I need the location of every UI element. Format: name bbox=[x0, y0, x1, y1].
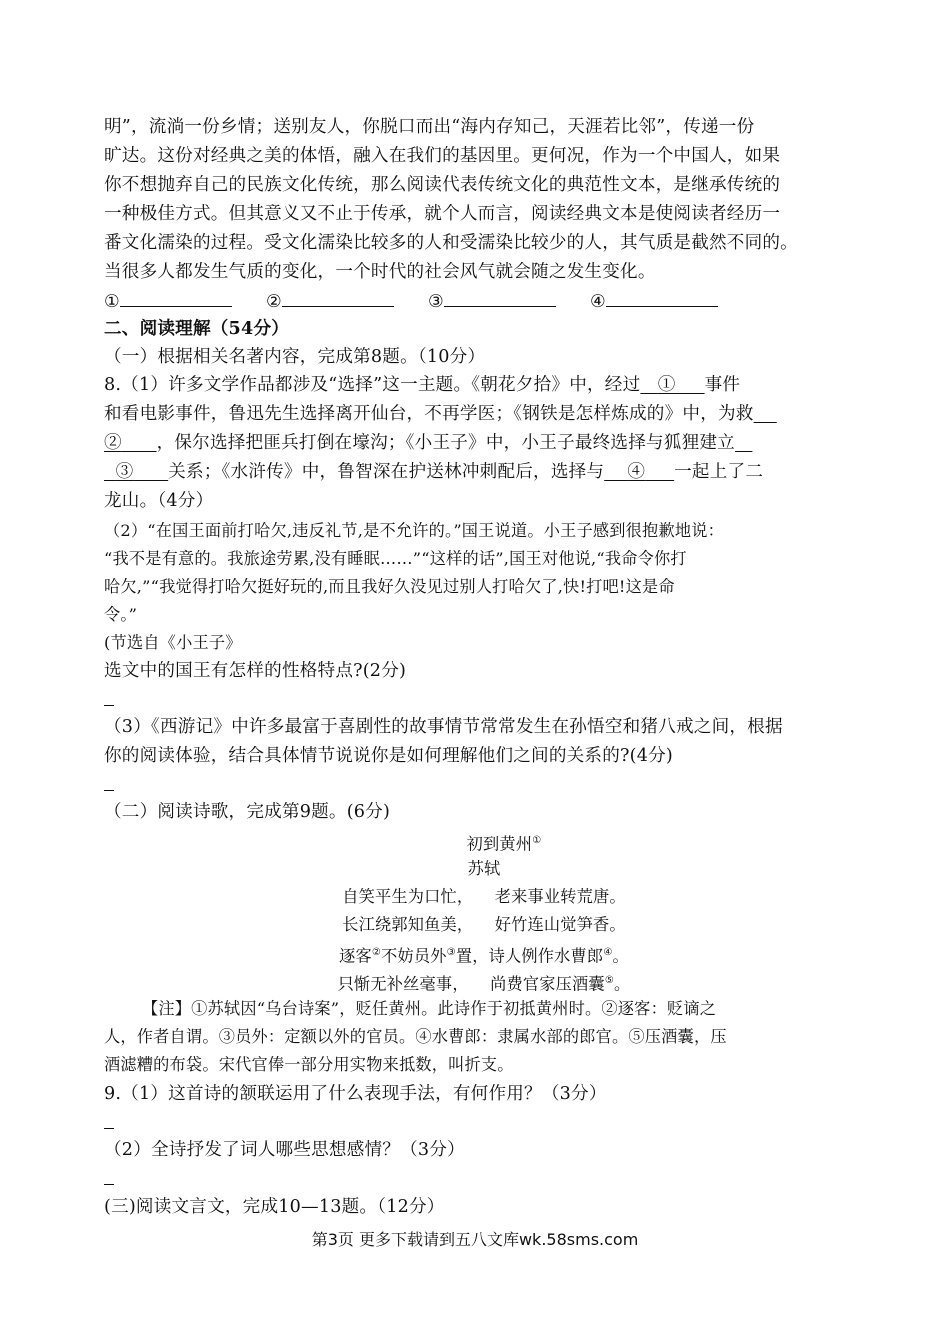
q8-1-text-f: 一起上了二 bbox=[674, 462, 764, 482]
passage-line-6: 当很多人都发生气质的变化，一个时代的社会风气就会随之发生变化。 bbox=[104, 262, 656, 282]
q9-2-answer-line[interactable] bbox=[104, 1165, 864, 1195]
q8-1-line-5: 龙山。（4分） bbox=[104, 491, 214, 511]
answer-blanks-row bbox=[104, 286, 864, 317]
answer-blank-3[interactable] bbox=[444, 286, 556, 307]
poem-line-3a: 逐客 bbox=[339, 946, 372, 966]
answer-mark-2: ② bbox=[265, 292, 282, 312]
q8-1-text-b: 事件 bbox=[704, 375, 741, 395]
answer-mark-4: ④ bbox=[589, 292, 606, 312]
q8-1-mark-1: ① bbox=[657, 375, 676, 395]
q8-2-source: (节选自《小王子》 bbox=[104, 633, 242, 652]
q8-1-blank-2a[interactable] bbox=[754, 404, 777, 424]
answer-mark-3: ③ bbox=[427, 292, 444, 312]
q8-3-line-2: 你的阅读体验，结合具体情节说说你是如何理解他们之间的关系的?(4分) bbox=[104, 746, 673, 766]
q8-1-mark-3: ③ bbox=[115, 462, 134, 482]
notes-line-2: 人，作者自谓。③员外：定额以外的官员。④水曹郎：隶属水部的郎官。⑤压酒囊，压 bbox=[104, 1027, 727, 1046]
q8-1-line-2 bbox=[104, 399, 864, 429]
poem-title-text: 初到黄州 bbox=[466, 834, 533, 854]
poem-line-3b: 不妨员外 bbox=[381, 946, 447, 966]
poem-line-3c: 置，诗人例作水曹郎 bbox=[455, 946, 604, 966]
part1-title: （一）根据相关名著内容，完成第8题。（10分） bbox=[104, 347, 486, 367]
passage-line-4: 一种极佳方式。但其意义又不止于传承，就个人而言，阅读经典文本是使阅读者经历一 bbox=[104, 204, 781, 224]
poem-author: 苏轼 bbox=[467, 859, 501, 878]
q8-1-mark-4: ④ bbox=[627, 462, 646, 482]
q8-1-blank-3a[interactable] bbox=[735, 433, 752, 453]
q8-1-line-1 bbox=[104, 370, 864, 400]
q8-1-text-e: 关系；《水浒传》中，鲁智深在护送林冲刺配后，选择与 bbox=[168, 462, 605, 482]
q8-3-line-1: （3）《西游记》中许多最富于喜剧性的故事情节常常发生在孙悟空和猪八戒之间，根据 bbox=[104, 717, 783, 737]
poem-line-4c: 。 bbox=[614, 974, 631, 994]
passage-line-3: 你不想抛弃自己的民族文化传统，那么阅读代表传统文化的典范性文本，是继承传统的 bbox=[104, 175, 781, 195]
q8-2-line-3: 哈欠,”“我觉得打哈欠挺好玩的,而且我好久没见过别人打哈欠了,快!打吧!这是命 bbox=[104, 577, 675, 596]
q8-1-blank-1[interactable] bbox=[640, 375, 704, 395]
poem-line-4b: 尚费官家压酒囊 bbox=[490, 974, 605, 994]
poem-note-2: ② bbox=[371, 947, 382, 958]
passage-line-2: 旷达。这份对经典之美的体悟，融入在我们的基因里。更何况，作为一个中国人，如果 bbox=[104, 146, 781, 166]
answer-mark-1: ① bbox=[104, 292, 120, 312]
poem-line-1 bbox=[104, 882, 864, 912]
page-footer: 第3页 更多下载请到五八文库wk.58sms.com bbox=[311, 1230, 639, 1249]
poem-title-note: ① bbox=[532, 835, 542, 846]
part2-title: （二）阅读诗歌，完成第9题。(6分) bbox=[104, 802, 391, 822]
poem-line-1b: 老来事业转荒唐。 bbox=[494, 887, 626, 906]
q8-2-line-4: 令。” bbox=[104, 605, 138, 624]
q8-1-blank-4[interactable] bbox=[604, 462, 674, 482]
part3-title: (三)阅读文言文，完成10—13题。（12分） bbox=[104, 1197, 445, 1217]
q8-2-line-1: （2）“在国王面前打哈欠,违反礼节,是不允许的。”国王说道。小王子感到很抱歉地说： bbox=[104, 521, 724, 540]
q9-2: （2）全诗抒发了词人哪些思想感情？（3分） bbox=[104, 1140, 465, 1160]
q8-1-line-3 bbox=[104, 428, 864, 458]
answer-blank-1[interactable] bbox=[120, 286, 232, 307]
q8-1-mark-2: ② bbox=[104, 433, 122, 453]
poem-line-2a: 长江绕郭知鱼美， bbox=[342, 915, 474, 934]
poem-line-2b: 好竹连山觉笋香。 bbox=[494, 915, 626, 934]
poem-note-3: ③ bbox=[446, 947, 456, 958]
poem-line-2 bbox=[104, 910, 864, 940]
notes-line-1: 【注】①苏轼因“乌台诗案”，贬任黄州。此诗作于初抵黄州时。②逐客：贬谪之 bbox=[142, 999, 717, 1018]
poem-line-1a: 自笑平生为口忙， bbox=[342, 887, 474, 906]
q8-1-text-c: 和看电影事件，鲁迅先生选择离开仙台，不再学医；《钢铁是怎样炼成的》中，为救 bbox=[104, 404, 754, 424]
passage-line-5: 番文化濡染的过程。受文化濡染比较多的人和受濡染比较少的人，其气质是截然不同的。 bbox=[104, 233, 798, 253]
q8-1-blank-3b[interactable] bbox=[104, 462, 168, 482]
section-title: 二、阅读理解（54分） bbox=[104, 318, 290, 339]
poem-note-5: ⑤ bbox=[604, 975, 614, 986]
poem-line-4a: 只惭无补丝毫事， bbox=[337, 974, 469, 994]
q8-1-blank-2b[interactable] bbox=[104, 433, 157, 453]
q8-2-line-2: “我不是有意的。我旅途劳累,没有睡眠……”“这样的话”,国王对他说,“我命令你打 bbox=[104, 549, 687, 568]
q9-1: 9.（1）这首诗的颔联运用了什么表现手法，有何作用？（3分） bbox=[104, 1084, 607, 1104]
q8-1-line-4 bbox=[104, 457, 864, 487]
poem-line-3d: 。 bbox=[612, 946, 629, 966]
answer-blank-4[interactable] bbox=[606, 286, 718, 307]
passage-line-1: 明”，流淌一份乡情；送别友人，你脱口而出“海内存知己，天涯若比邻”，传递一份 bbox=[104, 117, 755, 137]
q8-1-text-d: ，保尔选择把匪兵打倒在壕沟；《小王子》中，小王子最终选择与狐狸建立 bbox=[156, 433, 735, 453]
notes-line-3: 酒滤糟的布袋。宋代官俸一部分用实物来抵数，叫折支。 bbox=[104, 1055, 514, 1074]
q8-1-text-a: 8.（1）许多文学作品都涉及“选择”这一主题。《朝花夕拾》中，经过 bbox=[104, 375, 641, 395]
answer-blank-2[interactable] bbox=[282, 286, 394, 307]
poem-note-4: ④ bbox=[603, 947, 613, 958]
q8-2-question: 选文中的国王有怎样的性格特点?(2分) bbox=[104, 661, 407, 681]
